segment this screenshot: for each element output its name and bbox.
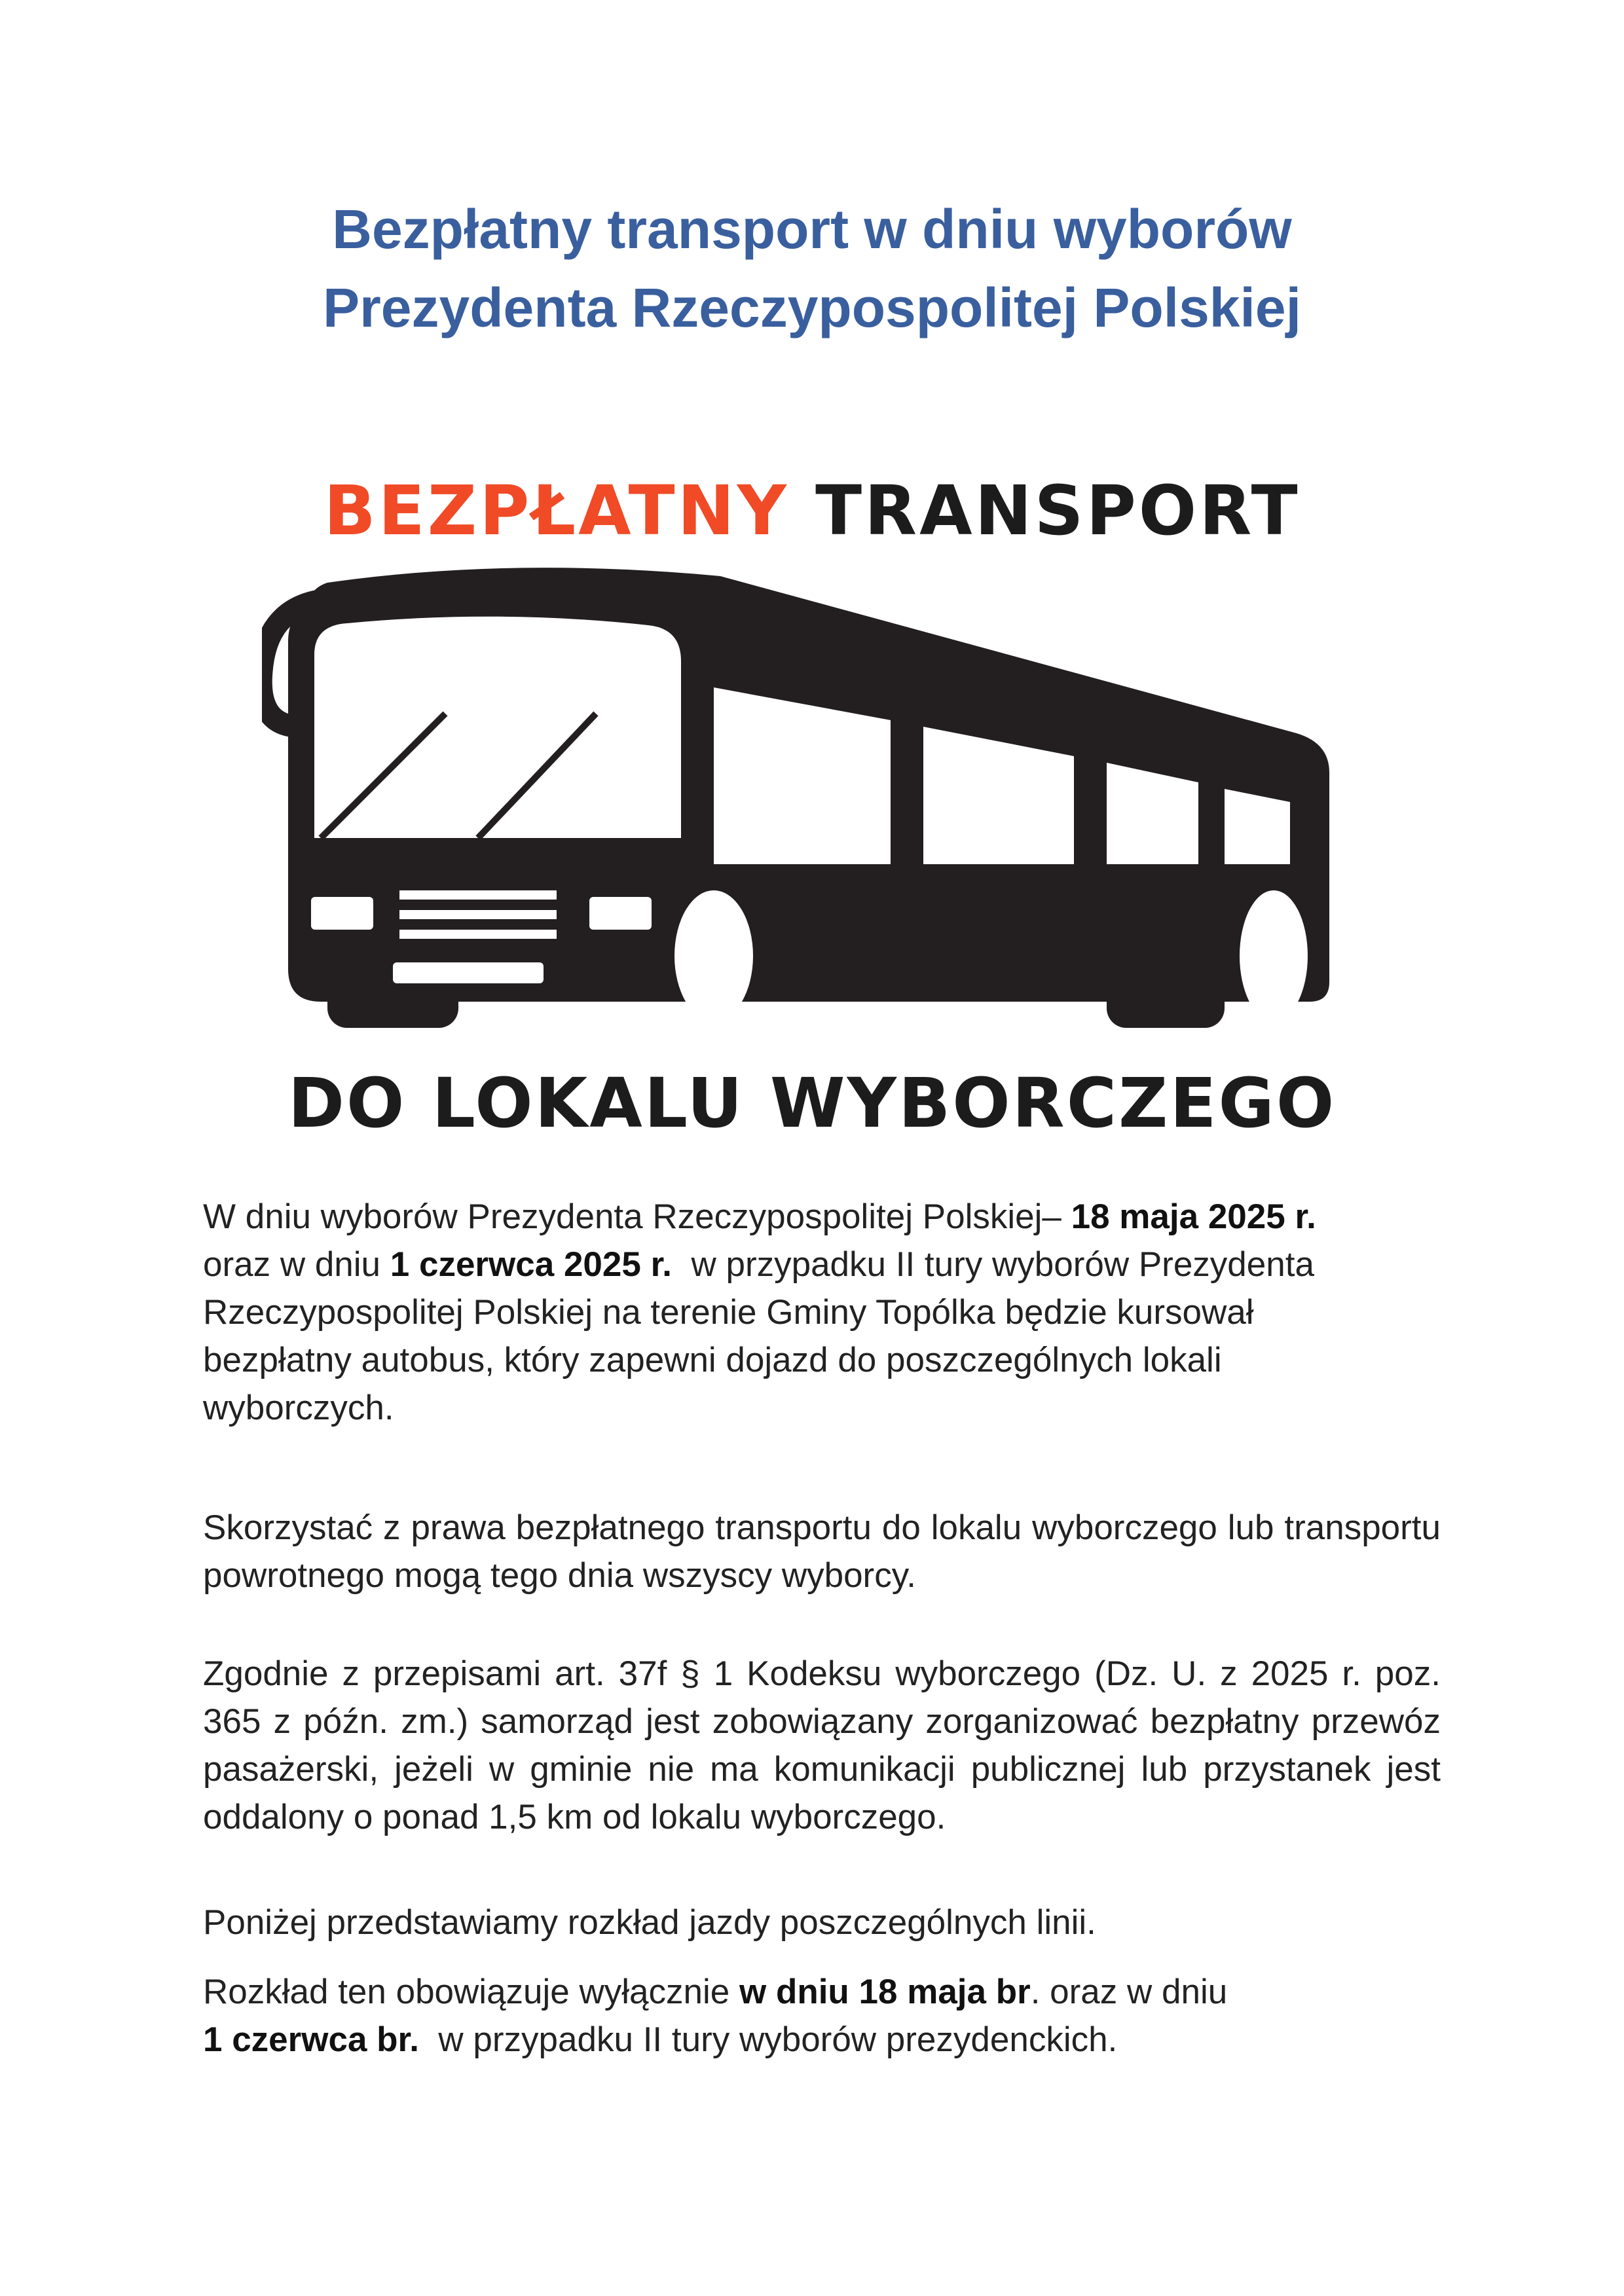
second-round-date: 1 czerwca 2025 r. <box>390 1245 673 1284</box>
p1-line-1 <box>203 1193 1441 1241</box>
validity-date-2: 1 czerwca br. <box>203 2020 419 2059</box>
polling-station-banner: DO LOKALU WYBORCZEGO <box>287 1063 1337 1143</box>
banner-word-free: BEZPŁATNY <box>323 471 789 551</box>
p1-text: W dniu wyborów Prezydenta Rzeczypospolitej Polskiej– <box>203 1197 1071 1236</box>
p5-line-1 <box>203 1968 1441 2016</box>
p1-line-4: bezpłatny autobus, który zapewni dojazd do poszczególnych lokali <box>203 1341 1222 1379</box>
page-title <box>0 190 1624 347</box>
p1-line-2 <box>203 1241 1441 1288</box>
p5-text: . oraz w dniu <box>1030 1973 1228 2011</box>
p5-line-2 <box>203 2016 1441 2064</box>
paragraph-election-days <box>203 1193 1441 1432</box>
p1-line-5: wyborczych. <box>203 1389 394 1427</box>
p1-line-3: Rzeczypospolitej Polskiej na terenie Gminy Topólka będzie kursował <box>203 1293 1254 1332</box>
paragraph-eligibility: Skorzystać z prawa bezpłatnego transportu do lokalu wyborczego lub transportu powrotnego mogą tego dnia wszyscy wyborcy. <box>203 1508 1441 1595</box>
first-round-date: 18 maja 2025 r. <box>1071 1197 1316 1236</box>
paragraph-validity <box>203 1968 1441 2064</box>
bus-icon <box>262 563 1362 1034</box>
paragraph-timetable-intro: Poniżej przedstawiamy rozkład jazdy poszczególnych linii. <box>203 1903 1096 1942</box>
paragraph-legal-basis: Zgodnie z przepisami art. 37f § 1 Kodeksu wyborczego (Dz. U. z 2025 r. poz. 365 z późn. zm.) samorząd jest zobowiązany zorganizować bezpłatny przewóz pasażerski, jeżeli w gminie nie ma komunikacji publicznej lub przystanek jest oddalony o ponad 1,5 km od lokalu wyborczego. <box>203 1654 1441 1836</box>
p1-text: w przypadku II tury wyborów Prezydenta <box>672 1245 1314 1284</box>
title-line-2: Prezydenta Rzeczypospolitej Polskiej <box>323 277 1301 338</box>
free-transport-banner <box>0 468 1624 553</box>
p1-text: oraz w dniu <box>203 1245 390 1284</box>
p5-text: Rozkład ten obowiązuje wyłącznie <box>203 1973 739 2011</box>
title-line-1: Bezpłatny transport w dniu wyborów <box>332 198 1292 260</box>
p5-text: w przypadku II tury wyborów prezydenckich. <box>418 2020 1118 2059</box>
banner-word-transport: TRANSPORT <box>815 471 1301 551</box>
validity-date-1: w dniu 18 maja br <box>739 1973 1031 2011</box>
